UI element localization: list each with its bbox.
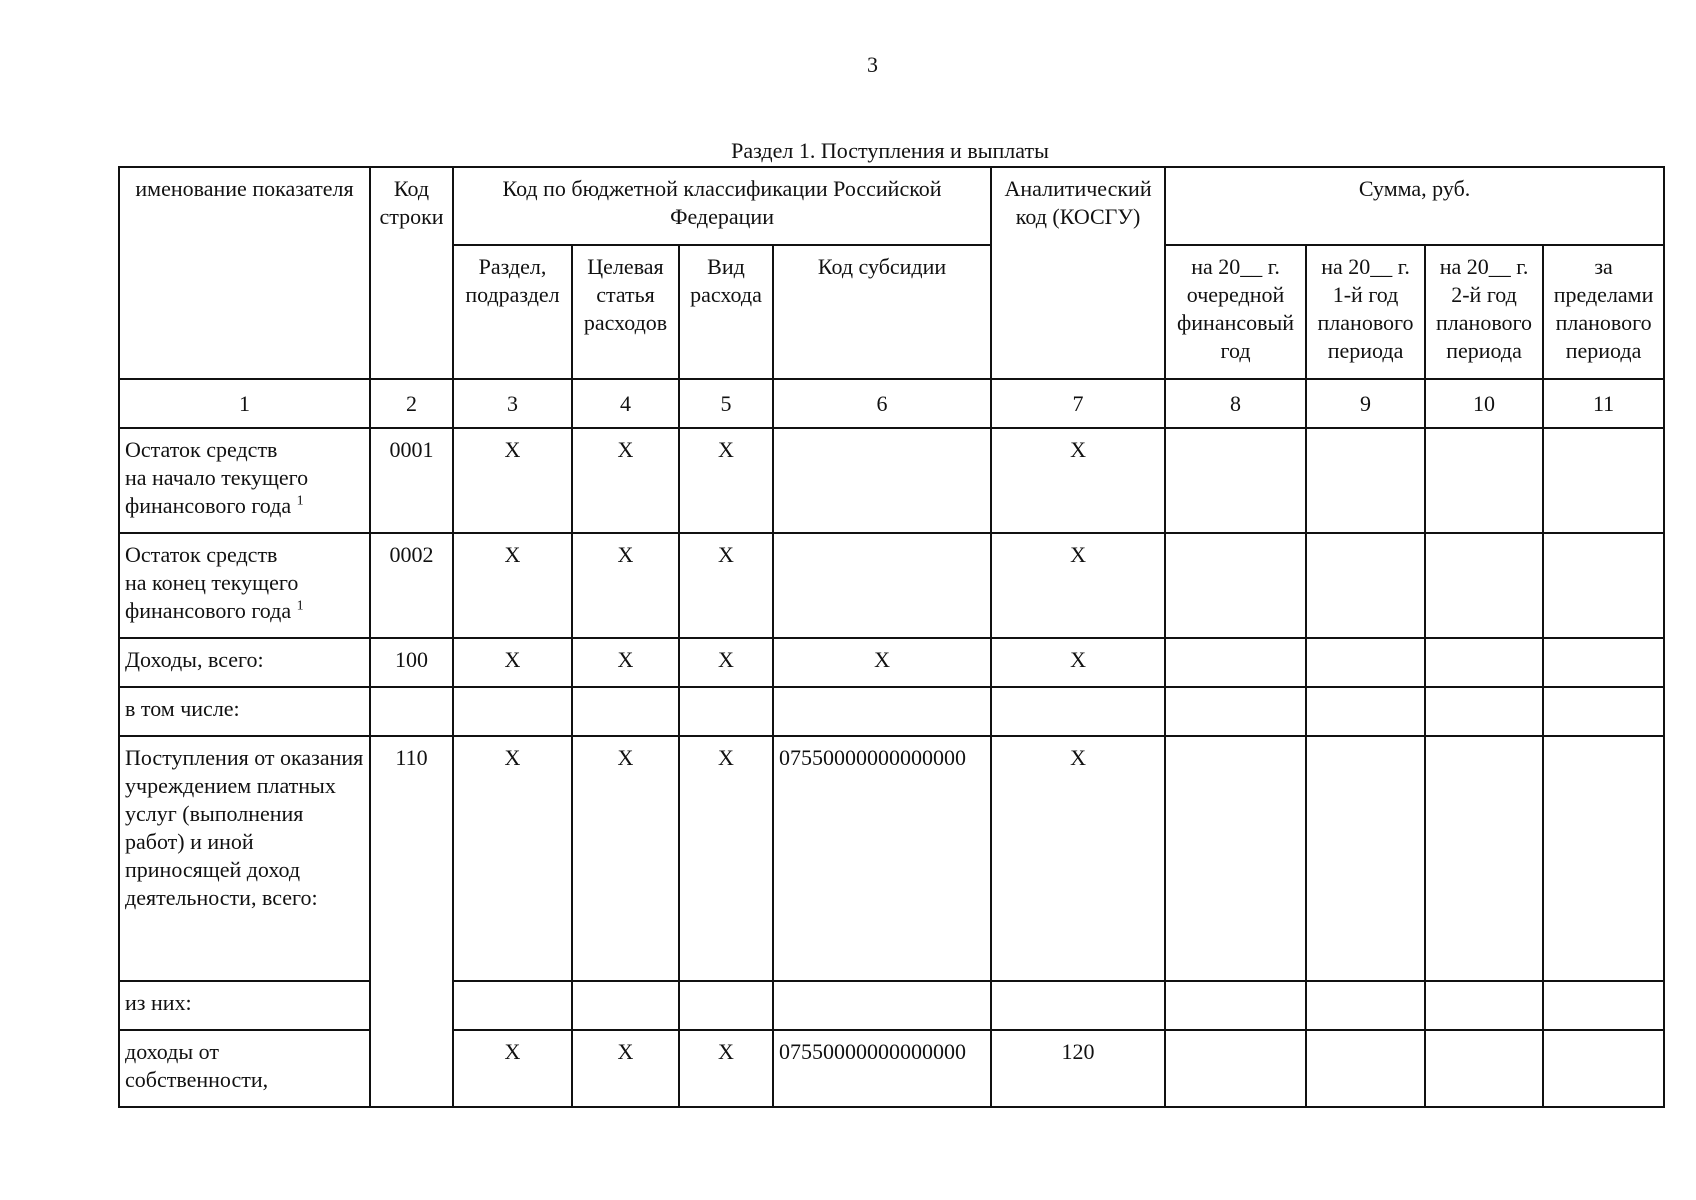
header-target: Целевая статья расходов bbox=[572, 245, 679, 379]
row-subsidy: 07550000000000000 bbox=[773, 1030, 991, 1107]
table-row bbox=[119, 533, 1664, 638]
row-sum-cell bbox=[1165, 981, 1306, 1030]
table-row bbox=[119, 428, 1664, 533]
row-section: X bbox=[453, 736, 572, 981]
row-sum-cell bbox=[1543, 687, 1664, 736]
row-name: Доходы, всего: bbox=[119, 638, 370, 687]
row-sum-cell bbox=[1165, 687, 1306, 736]
row-analytic: X bbox=[991, 428, 1165, 533]
row-sum-cell bbox=[1543, 736, 1664, 981]
row-sum-cell bbox=[1425, 428, 1543, 533]
row-sum-cell bbox=[1543, 428, 1664, 533]
header-row-1 bbox=[119, 167, 1664, 245]
row-target: X bbox=[572, 428, 679, 533]
row-empty-cell bbox=[453, 981, 572, 1030]
table-row bbox=[119, 1030, 1664, 1107]
column-number: 1 bbox=[119, 379, 370, 428]
row-analytic: 120 bbox=[991, 1030, 1165, 1107]
header-expense-type: Вид расхода bbox=[679, 245, 773, 379]
row-empty-cell bbox=[572, 687, 679, 736]
row-sum-cell bbox=[1306, 533, 1425, 638]
row-target: X bbox=[572, 736, 679, 981]
row-expense-type: X bbox=[679, 533, 773, 638]
row-sum-cell bbox=[1425, 1030, 1543, 1107]
column-number: 10 bbox=[1425, 379, 1543, 428]
footnote-marker: 1 bbox=[296, 598, 304, 614]
row-code: 0001 bbox=[370, 428, 453, 533]
row-sum-cell bbox=[1543, 638, 1664, 687]
column-number: 3 bbox=[453, 379, 572, 428]
row-analytic: X bbox=[991, 736, 1165, 981]
column-number: 5 bbox=[679, 379, 773, 428]
row-sum-cell bbox=[1425, 736, 1543, 981]
row-sum-cell bbox=[1306, 428, 1425, 533]
table-row bbox=[119, 736, 1664, 981]
footnote-marker: 1 bbox=[296, 493, 304, 509]
column-number: 8 bbox=[1165, 379, 1306, 428]
row-target: X bbox=[572, 638, 679, 687]
page-number: 3 bbox=[867, 52, 878, 77]
row-sum-cell bbox=[1425, 638, 1543, 687]
row-empty-cell bbox=[679, 981, 773, 1030]
row-sum-cell bbox=[1306, 638, 1425, 687]
row-sum-cell bbox=[1306, 687, 1425, 736]
header-year-3: на 20__ г. 2-й год планового периода bbox=[1425, 245, 1543, 379]
row-sum-cell bbox=[1165, 1030, 1306, 1107]
header-name: именование показателя bbox=[119, 167, 370, 379]
row-empty-cell bbox=[773, 687, 991, 736]
header-section: Раздел, подраздел bbox=[453, 245, 572, 379]
row-target: X bbox=[572, 1030, 679, 1107]
row-sum-cell bbox=[1165, 736, 1306, 981]
revenue-payments-table bbox=[118, 166, 1665, 1108]
header-analytic: Аналитический код (КОСГУ) bbox=[991, 167, 1165, 379]
header-sum: Сумма, руб. bbox=[1165, 167, 1664, 245]
row-sum-cell bbox=[1165, 638, 1306, 687]
row-name: Остаток средств на конец текущего финансового года bbox=[125, 542, 299, 623]
table-row bbox=[119, 687, 1664, 736]
header-code: Код строки bbox=[370, 167, 453, 379]
row-sum-cell bbox=[1306, 1030, 1425, 1107]
row-subsidy bbox=[773, 533, 991, 638]
row-expense-type: X bbox=[679, 428, 773, 533]
row-empty-cell bbox=[991, 981, 1165, 1030]
header-budget-class: Код по бюджетной классификации Российской Федерации bbox=[453, 167, 991, 245]
column-number: 11 bbox=[1543, 379, 1664, 428]
column-number: 2 bbox=[370, 379, 453, 428]
row-code: 110 bbox=[370, 736, 453, 1107]
row-sum-cell bbox=[1306, 736, 1425, 981]
table-row bbox=[119, 981, 1664, 1030]
row-empty-cell bbox=[370, 687, 453, 736]
row-section: X bbox=[453, 428, 572, 533]
row-name: доходы от собственности, bbox=[119, 1030, 370, 1107]
row-name-cell bbox=[119, 533, 370, 638]
row-name: Поступления от оказания учреждением платных услуг (выполнения работ) и иной приносящей доход деятельности, всего: bbox=[119, 736, 370, 981]
row-empty-cell bbox=[991, 687, 1165, 736]
row-expense-type: X bbox=[679, 736, 773, 981]
row-subsidy bbox=[773, 428, 991, 533]
row-sum-cell bbox=[1425, 533, 1543, 638]
row-code: 0002 bbox=[370, 533, 453, 638]
row-section: X bbox=[453, 533, 572, 638]
header-year-2: на 20__ г. 1-й год планового периода bbox=[1306, 245, 1425, 379]
column-numbers-row bbox=[119, 379, 1664, 428]
row-target: X bbox=[572, 533, 679, 638]
row-analytic: X bbox=[991, 638, 1165, 687]
row-sum-cell bbox=[1543, 981, 1664, 1030]
table-row bbox=[119, 638, 1664, 687]
header-year-4: за пределами планового периода bbox=[1543, 245, 1664, 379]
row-sum-cell bbox=[1543, 533, 1664, 638]
row-code: 100 bbox=[370, 638, 453, 687]
row-sum-cell bbox=[1165, 533, 1306, 638]
row-name-cell bbox=[119, 428, 370, 533]
header-subsidy: Код субсидии bbox=[773, 245, 991, 379]
row-name: Остаток средств на начало текущего финансового года bbox=[125, 437, 309, 518]
row-subsidy: 07550000000000000 bbox=[773, 736, 991, 981]
row-section: X bbox=[453, 638, 572, 687]
row-empty-cell bbox=[572, 981, 679, 1030]
row-subsidy: X bbox=[773, 638, 991, 687]
column-number: 6 bbox=[773, 379, 991, 428]
row-expense-type: X bbox=[679, 1030, 773, 1107]
row-sum-cell bbox=[1425, 981, 1543, 1030]
row-expense-type: X bbox=[679, 638, 773, 687]
row-empty-cell bbox=[773, 981, 991, 1030]
row-empty-cell bbox=[453, 687, 572, 736]
row-analytic: X bbox=[991, 533, 1165, 638]
row-empty-cell bbox=[679, 687, 773, 736]
row-section: X bbox=[453, 1030, 572, 1107]
row-name: в том числе: bbox=[119, 687, 370, 736]
row-sum-cell bbox=[1306, 981, 1425, 1030]
column-number: 9 bbox=[1306, 379, 1425, 428]
header-year-1: на 20__ г. очередной финансовый год bbox=[1165, 245, 1306, 379]
column-number: 7 bbox=[991, 379, 1165, 428]
row-sum-cell bbox=[1543, 1030, 1664, 1107]
row-sum-cell bbox=[1165, 428, 1306, 533]
section-title: Раздел 1. Поступления и выплаты bbox=[731, 138, 1049, 163]
row-name: из них: bbox=[119, 981, 370, 1030]
row-sum-cell bbox=[1425, 687, 1543, 736]
column-number: 4 bbox=[572, 379, 679, 428]
